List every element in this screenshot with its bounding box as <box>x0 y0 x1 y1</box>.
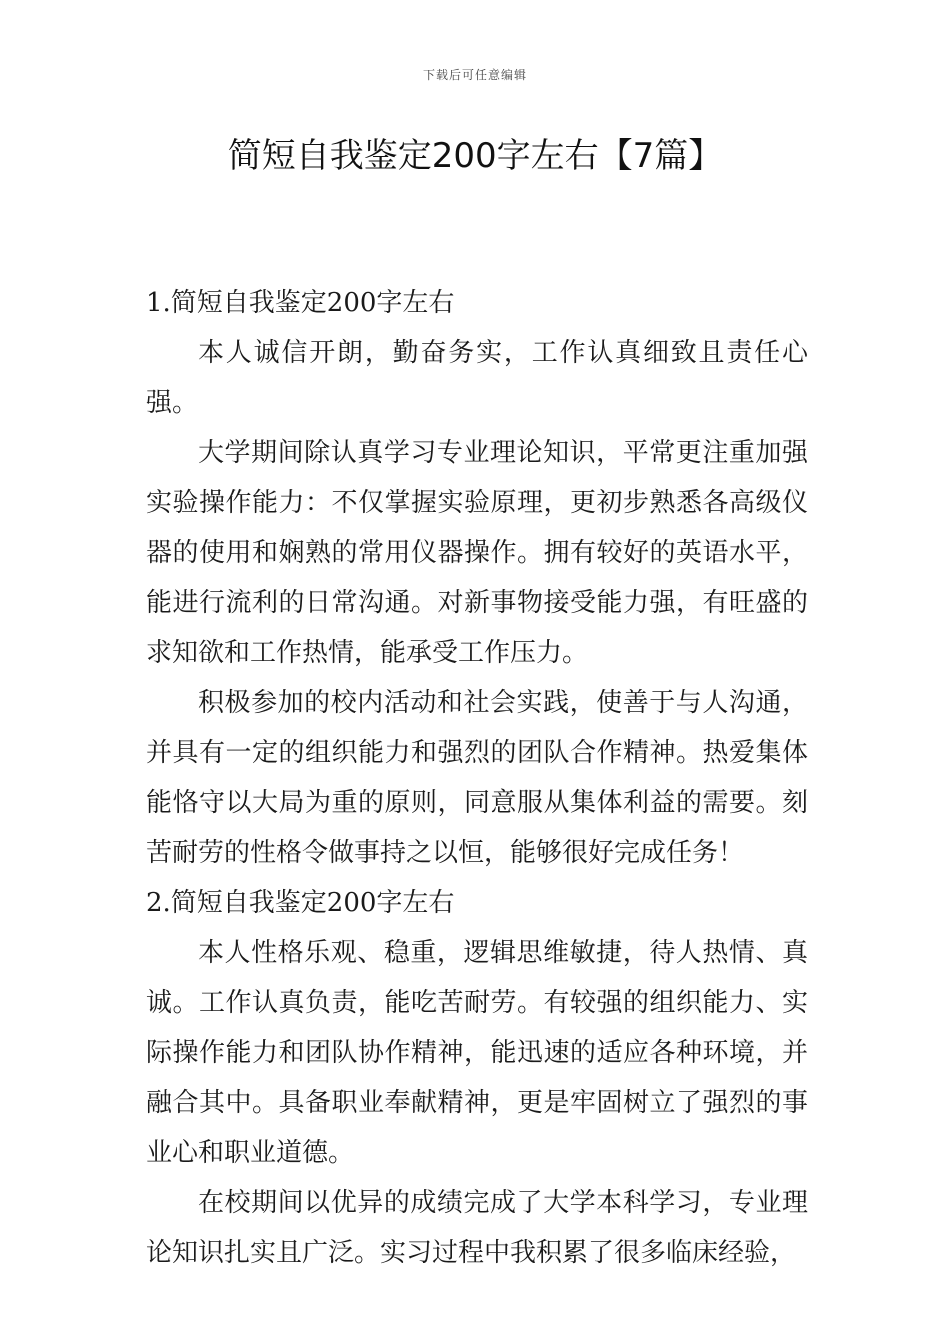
page-header-note: 下载后可任意编辑 <box>422 68 527 82</box>
paragraph: 大学期间除认真学习专业理论知识，平常更注重加强实验操作能力：不仅掌握实验原理，更初步熟悉各高级仪器的使用和娴熟的常用仪器操作。拥有较好的英语水平，能进行流利的日常沟通。对新事物接受能力强，有旺盛的求知欲和工作热情，能承受工作压力。 <box>146 438 808 668</box>
document-title: 简短自我鉴定200字左右【7篇】 <box>227 136 723 176</box>
document-body <box>146 278 808 1278</box>
paragraph: 在校期间以优异的成绩完成了大学本科学习，专业理论知识扎实且广泛。实习过程中我积累了很多临床经验， <box>146 1188 808 1268</box>
paragraph: 积极参加的校内活动和社会实践，使善于与人沟通，并具有一定的组织能力和强烈的团队合作精神。热爱集体能恪守以大局为重的原则，同意服从集体利益的需要。刻苦耐劳的性格令做事持之以恒，能够很好完成任务！ <box>146 688 808 868</box>
paragraph: 本人诚信开朗，勤奋务实，工作认真细致且责任心强。 <box>146 338 808 418</box>
section-heading: 1.简短自我鉴定200字左右 <box>146 288 455 318</box>
paragraph: 本人性格乐观、稳重，逻辑思维敏捷，待人热情、真诚。工作认真负责，能吃苦耐劳。有较强的组织能力、实际操作能力和团队协作精神，能迅速的适应各种环境，并融合其中。具备职业奉献精神，更是牢固树立了强烈的事业心和职业道德。 <box>146 938 808 1168</box>
section-heading: 2.简短自我鉴定200字左右 <box>146 888 455 918</box>
